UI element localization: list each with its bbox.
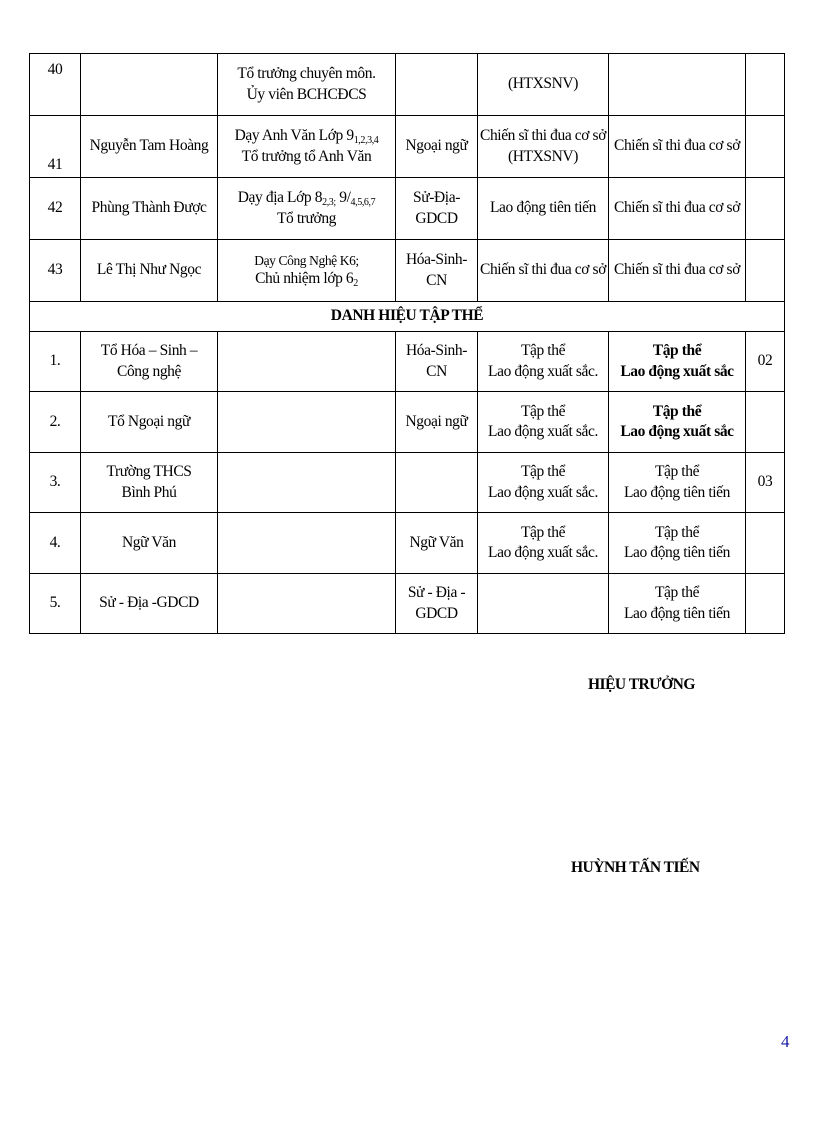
award-year1-cell: Tập thể Lao động xuất sắc. (478, 453, 609, 513)
award-year1-cell (478, 116, 609, 178)
award-year1-cell: Tập thể Lao động xuất sắc. (478, 392, 609, 453)
table-row (30, 513, 785, 574)
task-cell (218, 453, 396, 513)
task-cell (218, 332, 396, 392)
award-year2-cell: Chiến sĩ thi đua cơ sở (609, 116, 746, 178)
award-year2-cell: Tập thể Lao động tiên tiến (609, 453, 746, 513)
row-number: 43 (30, 240, 81, 302)
task-line: Tổ trưởng tổ Anh Văn (241, 147, 372, 165)
section-title: DANH HIỆU TẬP THỂ (30, 302, 785, 332)
row-number: 3. (30, 453, 81, 513)
awards-table (29, 53, 785, 634)
subject-cell: Sử-Địa- GDCD (396, 178, 478, 240)
award-year2-cell: Chiến sĩ thi đua cơ sở (609, 240, 746, 302)
award-line: Chiến sĩ thi đua cơ sở (480, 127, 606, 145)
task-cell (218, 574, 396, 634)
staff-name: Lê Thị Như Ngọc (81, 240, 218, 302)
note-cell (746, 392, 785, 453)
award-year2-cell (609, 54, 746, 116)
row-number: 40 (30, 54, 81, 116)
signature-name: HUỲNH TẤN TIẾN (571, 859, 700, 876)
subject-cell (396, 453, 478, 513)
subject-cell: Ngoại ngữ (396, 116, 478, 178)
collective-name: Tổ Hóa – Sinh – Công nghệ (81, 332, 218, 392)
task-cell (218, 240, 396, 302)
award-year2-cell: Tập thể Lao động xuất sắc (609, 392, 746, 453)
award-line: (HTXSNV) (508, 75, 578, 93)
subject-cell: Ngữ Văn (396, 513, 478, 574)
table-row (30, 240, 785, 302)
award-year1-cell (478, 574, 609, 634)
section-row (30, 302, 785, 332)
collective-name: Sử - Địa -GDCD (81, 574, 218, 634)
task-line: Tổ trưởng chuyên môn. (237, 65, 376, 83)
task-line: Dạy địa Lớp $8_{2,3;}$ $9/_{4,5,6,7}$ (237, 189, 376, 209)
task-line: Dạy Công Nghệ K6; (254, 252, 359, 268)
collective-name: Trường THCS Bình Phú (81, 453, 218, 513)
row-number: 42 (30, 178, 81, 240)
staff-name: Nguyễn Tam Hoàng (81, 116, 218, 178)
task-cell (218, 392, 396, 453)
row-number: 4. (30, 513, 81, 574)
note-cell: 02 (746, 332, 785, 392)
note-cell (746, 178, 785, 240)
signature-title: HIỆU TRƯỞNG (588, 676, 695, 693)
row-number: 41 (30, 116, 81, 178)
task-line: Dạy Anh Văn Lớp $9_{1,2,3,4}$ (234, 127, 379, 147)
note-cell (746, 54, 785, 116)
award-year1-cell: Tập thể Lao động xuất sắc. (478, 332, 609, 392)
note-cell (746, 574, 785, 634)
table-row (30, 453, 785, 513)
note-cell: 03 (746, 453, 785, 513)
note-cell (746, 240, 785, 302)
collective-name: Tổ Ngoại ngữ (81, 392, 218, 453)
subject-cell: Hóa-Sinh- CN (396, 240, 478, 302)
row-number: 5. (30, 574, 81, 634)
task-cell (218, 116, 396, 178)
note-cell (746, 513, 785, 574)
task-cell (218, 513, 396, 574)
table-row (30, 392, 785, 453)
subject-cell: Ngoại ngữ (396, 392, 478, 453)
award-year2-cell: Tập thể Lao động tiên tiến (609, 513, 746, 574)
table-row (30, 116, 785, 178)
award-year1-cell: Tập thể Lao động xuất sắc. (478, 513, 609, 574)
staff-name: Phùng Thành Được (81, 178, 218, 240)
staff-name (81, 54, 218, 116)
task-line: Tổ trưởng (276, 209, 337, 227)
award-year2-cell: Tập thể Lao động tiên tiến (609, 574, 746, 634)
table-row (30, 178, 785, 240)
award-year1-cell (478, 54, 609, 116)
table-row (30, 54, 785, 116)
task-cell (218, 178, 396, 240)
award-year1-cell: Lao động tiên tiến (478, 178, 609, 240)
page-number: 4 (781, 1032, 790, 1051)
subject-cell (396, 54, 478, 116)
row-number: 2. (30, 392, 81, 453)
task-line: Chủ nhiệm lớp $6_2$ (255, 270, 358, 290)
collective-name: Ngữ Văn (81, 513, 218, 574)
task-line: Ủy viên BCHCĐCS (246, 85, 367, 103)
subject-cell: Hóa-Sinh- CN (396, 332, 478, 392)
task-cell (218, 54, 396, 116)
award-line: (HTXSNV) (508, 147, 578, 165)
note-cell (746, 116, 785, 178)
table-row (30, 574, 785, 634)
row-number: 1. (30, 332, 81, 392)
award-year2-cell: Chiến sĩ thi đua cơ sở (609, 178, 746, 240)
table-row (30, 332, 785, 392)
subject-cell: Sử - Địa - GDCD (396, 574, 478, 634)
award-year1-cell: Chiến sĩ thi đua cơ sở (478, 240, 609, 302)
award-year2-cell: Tập thể Lao động xuất sắc (609, 332, 746, 392)
